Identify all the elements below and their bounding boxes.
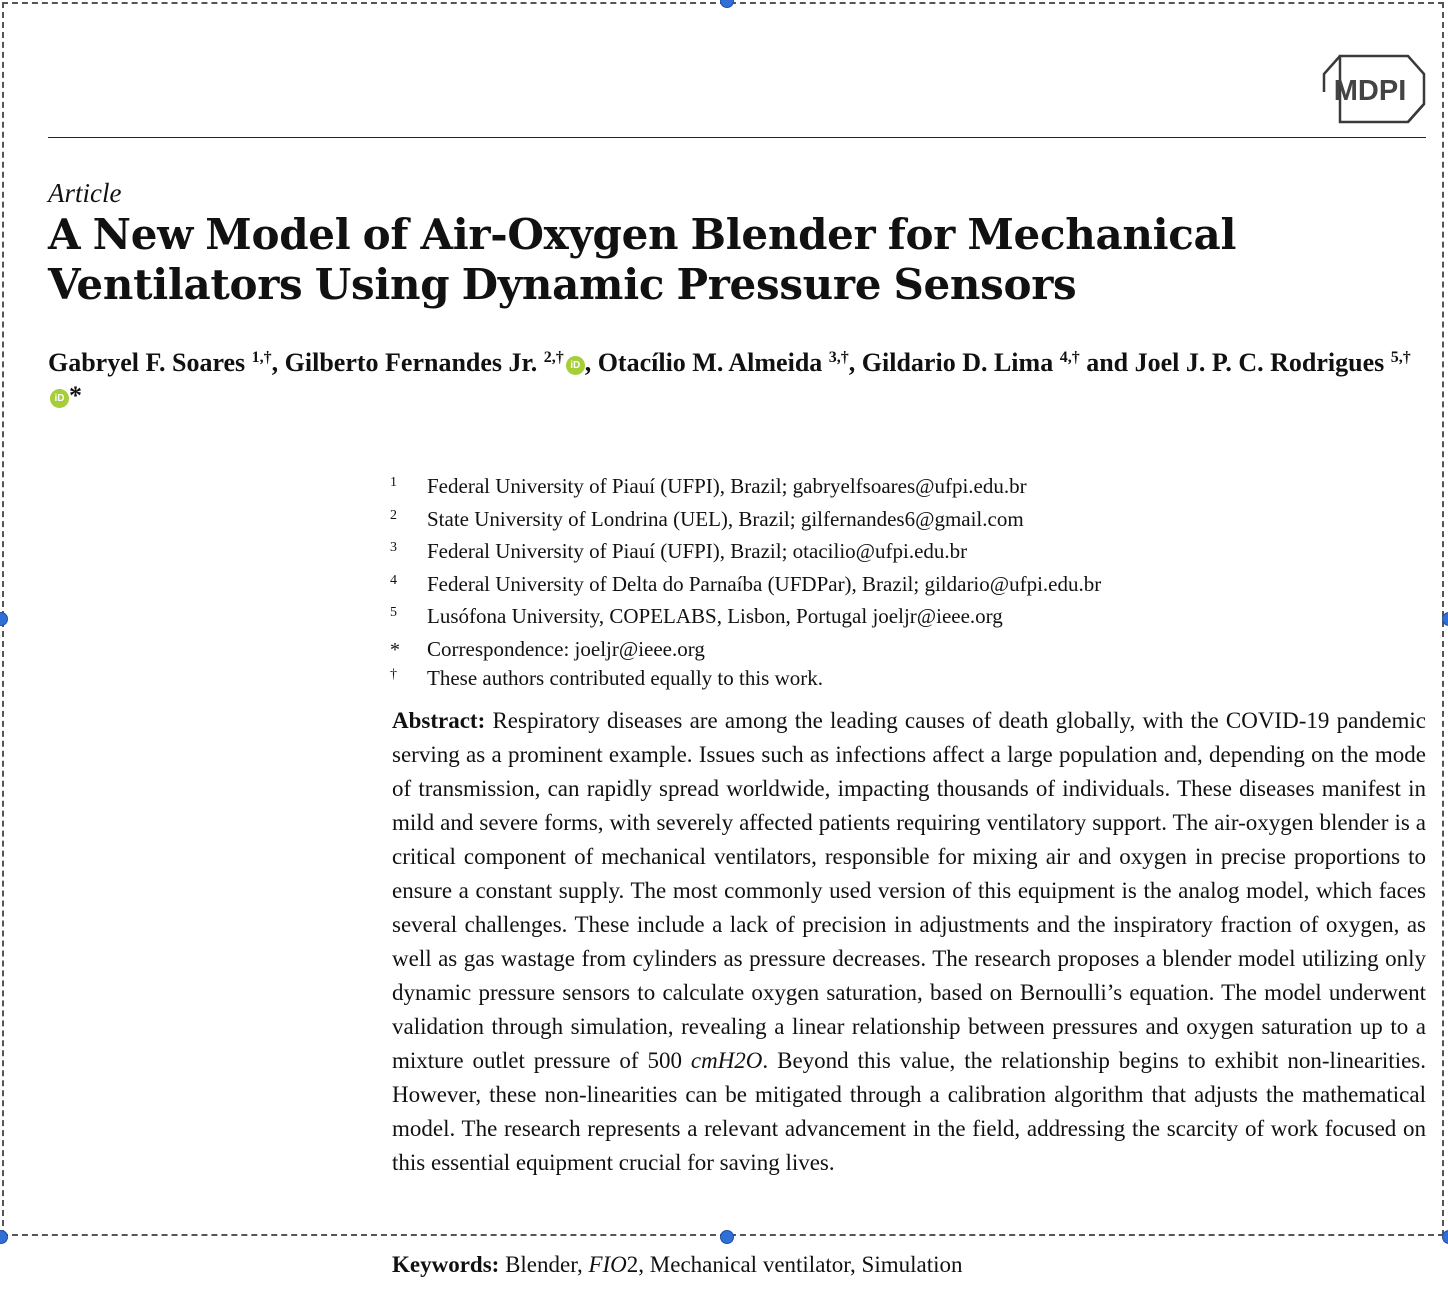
affiliation-text: Lusófona University, COPELABS, Lisbon, Portugal joeljr@ieee.org [427,604,1003,628]
affiliation-item [390,537,1390,570]
affiliation-item [390,602,1390,635]
author-affiliation-sup: 2,† [543,349,564,366]
affiliation-text: These authors contributed equally to this work. [427,666,823,690]
author-name: Otacílio M. Almeida [597,348,823,377]
abstract-text-part2: . Beyond this value, the relationship begins to exhibit non-linearities. However, these non-linearities can be mitigated through a calibration algorithm that adjusts the mathematical model. The research represents a relevant advancement in the field, addressing the scarcity of work focused on this essential equipment crucial for saving lives. [392,1048,1426,1175]
affiliation-mark: 5 [390,605,397,620]
abstract-text-part1: Respiratory diseases are among the leading causes of death globally, with the COVID-19 pandemic serving as a prominent example. Issues such as infections affect a large population and, depending on the mode of transmission, can rapidly spread worldwide, impacting thousands of individuals. These diseases manifest in mild and severe forms, with severely affected patients requiring ventilatory support. The air-oxygen blender is a critical component of mechanical ventilators, responsible for mixing air and oxygen in precise proportions to ensure a constant supply. The most commonly used version of this equipment is the analog model, which faces several challenges. These include a lack of precision in adjustments and the inspiratory fraction of oxygen, as well as gas wastage from cylinders as pressure decreases. The research proposes a blender model utilizing only dynamic pressure sensors to calculate oxygen saturation, based on Bernoulli’s equation. The model underwent validation through simulation, revealing a linear relationship between pressures and oxygen saturation up to a mixture outlet pressure of 500 [392,708,1426,1073]
author-separator: , [271,348,285,377]
author-separator: and [1079,348,1135,377]
author-3 [598,348,862,377]
orcid-icon[interactable]: iD [50,389,69,408]
abstract-unit: cmH2O [690,1048,763,1073]
abstract-label: Abstract: [392,708,486,733]
author-list [48,346,1428,412]
affiliation-text: Federal University of Piauí (UFPI), Brazil; gabryelfsoares@ufpi.edu.br [427,474,1027,498]
affiliation-mark: * [390,638,400,661]
mdpi-logo [1314,52,1426,126]
affiliation-mark: † [390,667,397,682]
abstract [392,704,1426,1180]
keywords [392,1248,1426,1282]
header-rule [48,137,1426,138]
author-affiliation-sup: 4,† [1059,349,1080,366]
author-affiliation-sup: 5,† [1390,349,1411,366]
author-2 [285,348,598,377]
author-name: Gilberto Fernandes Jr. [284,348,538,377]
resize-handle-bottom-right[interactable] [1442,1230,1448,1244]
resize-handle-bottom-left[interactable] [0,1230,8,1244]
author-affiliation-sup: 3,† [828,349,849,366]
affiliation-mark: 4 [390,572,397,588]
affiliation-mark: 2 [390,507,397,523]
affiliation-mark: 3 [390,540,397,555]
affiliation-item [390,664,1390,697]
author-4 [862,348,1135,377]
affiliation-item [390,505,1390,538]
affiliation-mark: 1 [390,475,397,490]
author-separator: * [69,381,82,410]
paper-title: A New Model of Air-Oxygen Blender for Mechanical Ventilators Using Dynamic Pressure Sensors [48,210,1237,309]
author-name: Gabryel F. Soares [48,348,246,377]
author-name: Gildario D. Lima [861,348,1054,377]
author-name: Joel J. P. C. Rodrigues [1134,348,1385,377]
affiliation-text: State University of Londrina (UEL), Brazil; gilfernandes6@gmail.com [427,506,1024,531]
keyword-fio: FIO [588,1252,627,1277]
affiliation-item [390,635,1390,665]
orcid-icon[interactable]: iD [566,356,585,375]
affiliation-item [390,570,1390,603]
keywords-pre: Blender, [499,1252,589,1277]
affiliation-text: Correspondence: joeljr@ieee.org [427,636,705,661]
affiliation-text: Federal University of Delta do Parnaíba (UFDPar), Brazil; gildario@ufpi.edu.br [427,571,1102,596]
keyword-fio-suffix: 2 [626,1252,639,1277]
affiliation-list [390,472,1390,697]
keywords-post: , Mechanical ventilator, Simulation [638,1252,963,1277]
resize-handle-bottom[interactable] [720,1230,734,1244]
mdpi-logo-text: MDPI [1333,75,1407,107]
affiliation-text: Federal University of Piauí (UFPI), Brazil; otacilio@ufpi.edu.br [427,539,968,563]
author-affiliation-sup: 1,† [251,349,272,366]
author-separator: , [584,348,598,377]
keywords-label: Keywords: [392,1252,500,1277]
author-1 [48,348,285,377]
article-type: Article [48,178,122,208]
affiliation-item [390,472,1390,505]
author-separator: , [848,348,862,377]
